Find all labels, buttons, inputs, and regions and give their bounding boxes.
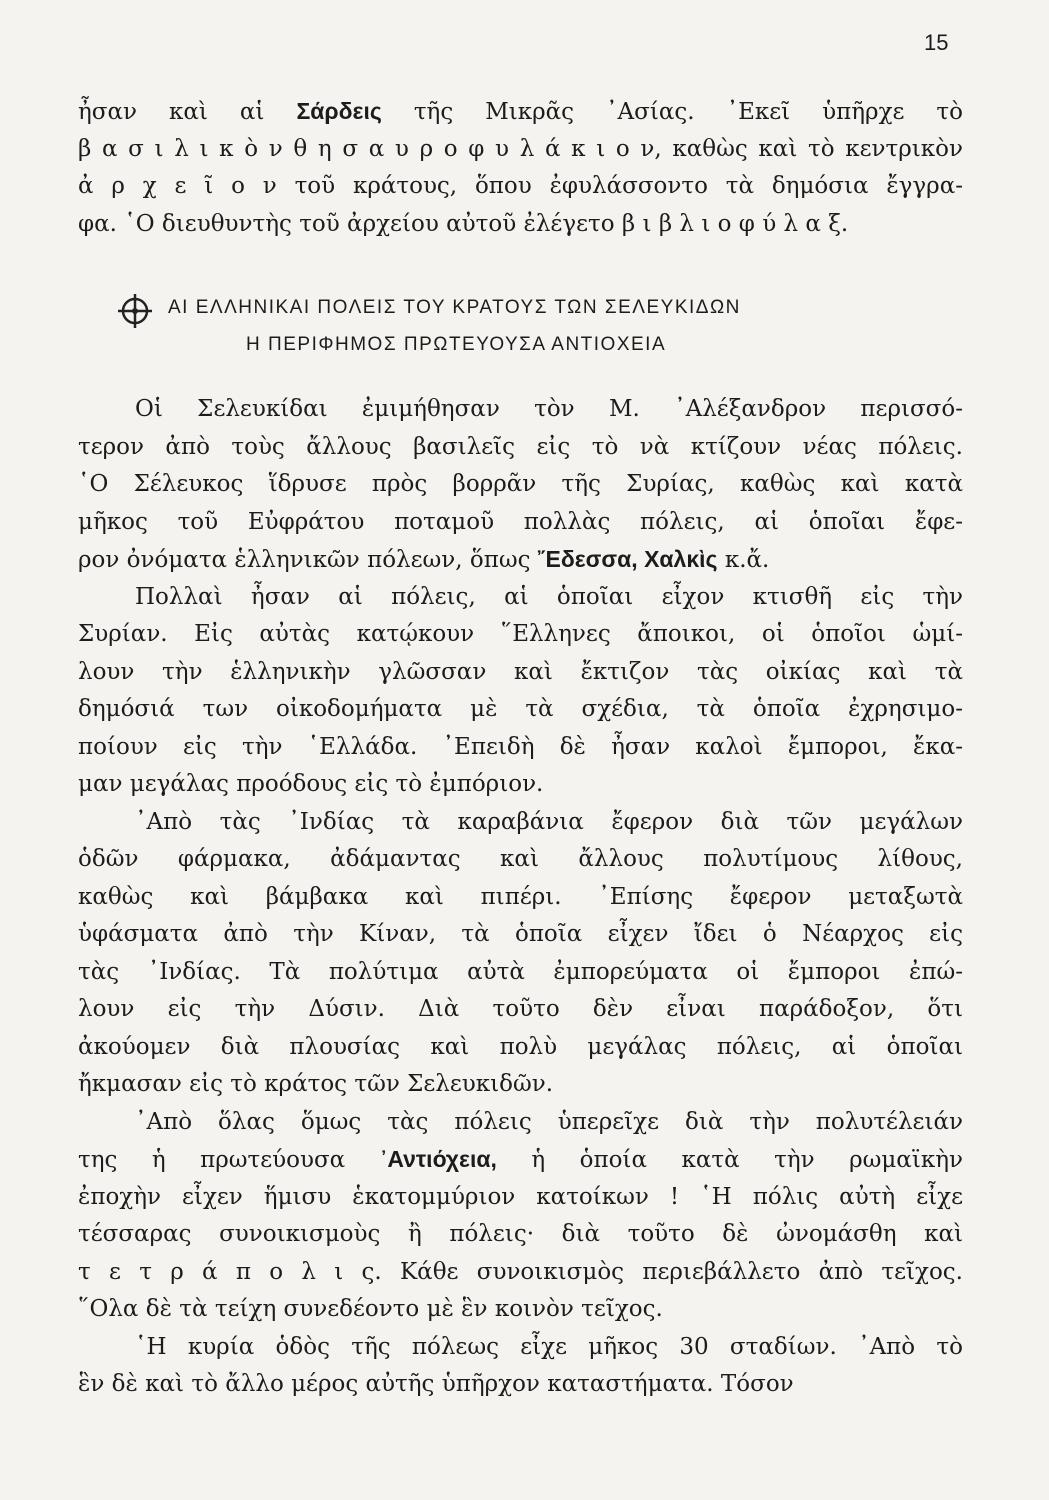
emphasized-term: Σάρδεις [296,98,382,124]
section-heading-line-2: Η ΠΕΡΙΦΗΜΟΣ ΠΡΩΤΕΥΟΥΣΑ ΑΝΤΙΟΧΕΙΑ [246,334,667,355]
body-line: ἀκούομεν διὰ πλουσίας καὶ πολὺ μεγάλας πόλεις, αἱ ὁποῖαι [78,1033,963,1060]
body-line: ἤκμασαν εἰς τὸ κράτος τῶν Σελευκιδῶν. [78,1071,554,1097]
section-heading-line-1: ΑΙ ΕΛΛΗΝΙΚΑΙ ΠΟΛΕΙΣ ΤΟΥ ΚΡΑΤΟΥΣ ΤΩΝ ΣΕΛΕΥΚΙΔΩΝ [168,297,741,318]
body-line: ποίουν εἰς τὴν ῾Ελλάδα. ᾽Επειδὴ δὲ ἦσαν καλοὶ ἔμποροι, ἔκα- [78,733,963,760]
body-line: ὁδῶν φάρμακα, ἀδάμαντας καὶ ἄλλους πολυτίμους λίθους, [78,846,963,872]
emphasized-term: ῎Εδεσσα, Χαλκὶς [537,546,718,572]
body-line: τ ε τ ρ ά π ο λ ι ς. Κάθε συνοικισμὸς περιεβάλλετο ἀπὸ τεῖχος. [78,1258,963,1285]
body-line: ᾽Απὸ τὰς ᾽Ινδίας τὰ καραβάνια ἔφερον διὰ τῶν μεγάλων [135,808,963,835]
body-line: Συρίαν. Εἰς αὐτὰς κατῴκουν ῞Ελληνες ἄποικοι, οἱ ὁποῖοι ὡμί- [78,621,963,647]
body-line: καθὼς καὶ βάμβακα καὶ πιπέρι. ᾽Επίσης ἔφερον μεταξωτὰ [78,883,963,910]
intro-line: ἦσαν καὶ αἱ Σάρδεις τῆς Μικρᾶς ᾽Ασίας. ᾽Εκεῖ ὑπῆρχε τὸ [78,98,963,125]
body-line: ᾽Απὸ ὅλας ὅμως τὰς πόλεις ὑπερεῖχε διὰ τὴν πολυτέλειάν [135,1108,963,1135]
intro-line: ἀ ρ χ ε ῖ ο ν τοῦ κράτους, ὅπου ἐφυλάσσοντο τὰ δημόσια ἔγγρα- [78,173,963,199]
body-line: ῾Ο Σέλευκος ἵδρυσε πρὸς βορρᾶν τῆς Συρίας, καθὼς καὶ κατὰ [78,471,963,497]
intro-line: β α σ ι λ ι κ ὸ ν θ η σ α υ ρ ο φ υ λ ά κ ι ο ν, καθὼς καὶ τὸ κεντρικὸν [78,135,963,162]
body-line: της ἡ πρωτεύουσα ᾽Αντιόχεια, ἡ ὁποία κατὰ τὴν ρωμαϊκὴν [78,1146,963,1173]
page-number: 15 [924,30,949,55]
compass-ornament-icon [117,293,153,329]
body-line: τέσσαρας συνοικισμοὺς ἢ πόλεις· διὰ τοῦτο δὲ ὠνομάσθη καὶ [78,1221,963,1247]
emphasized-term: ᾽Αντιόχεια, [379,1146,497,1172]
body-line: τὰς ᾽Ινδίας. Τὰ πολύτιμα αὐτὰ ἐμπορεύματα οἱ ἔμποροι ἐπώ- [78,958,963,985]
body-line: ῾Η κυρία ὁδὸς τῆς πόλεως εἶχε μῆκος 30 σταδίων. ᾽Απὸ τὸ [135,1333,963,1360]
body-line: μαν μεγάλας προόδους εἰς τὸ ἐμπόριον. [78,771,544,797]
body-line: ἐποχὴν εἶχεν ἥμισυ ἑκατομμύριον κατοίκων ! ῾Η πόλις αὐτὴ εἶχε [78,1183,963,1210]
body-line: δημόσιά των οἰκοδομήματα μὲ τὰ σχέδια, τὰ ὁποῖα ἐχρησιμο- [78,696,963,722]
body-line: μῆκος τοῦ Εὐφράτου ποταμοῦ πολλὰς πόλεις, αἱ ὁποῖαι ἔφε- [78,508,963,535]
body-line: ρον ὀνόματα ἑλληνικῶν πόλεων, ὅπως ῎Εδεσσα, Χαλκὶς κ.ἄ. [78,546,770,573]
body-line: Πολλαὶ ἦσαν αἱ πόλεις, αἱ ὁποῖαι εἶχον κτισθῆ εἰς τὴν [135,583,963,610]
body-line: λουν τὴν ἑλληνικὴν γλῶσσαν καὶ ἔκτιζον τὰς οἰκίας καὶ τὰ [78,658,963,685]
intro-line: φα. ῾Ο διευθυντὴς τοῦ ἀρχείου αὐτοῦ ἐλέγετο β ι β λ ι ο φ ύ λ α ξ. [78,210,849,237]
body-line: Οἱ Σελευκίδαι ἐμιμήθησαν τὸν Μ. ᾽Αλέξανδρον περισσό- [135,396,963,422]
body-line: ἓν δὲ καὶ τὸ ἄλλο μέρος αὐτῆς ὑπῆρχον καταστήματα. Τόσον [78,1371,794,1397]
body-line: λουν εἰς τὴν Δύσιν. Διὰ τοῦτο δὲν εἶναι παράδοξον, ὅτι [78,996,963,1022]
body-line: ῞Ολα δὲ τὰ τείχη συνεδέοντο μὲ ἓν κοινὸν τεῖχος. [78,1296,663,1322]
body-line: τερον ἀπὸ τοὺς ἄλλους βασιλεῖς εἰς τὸ νὰ κτίζουν νέας πόλεις. [78,433,963,460]
body-line: ὑφάσματα ἀπὸ τὴν Κίναν, τὰ ὁποῖα εἶχεν ἴδει ὁ Νέαρχος εἰς [78,921,963,947]
